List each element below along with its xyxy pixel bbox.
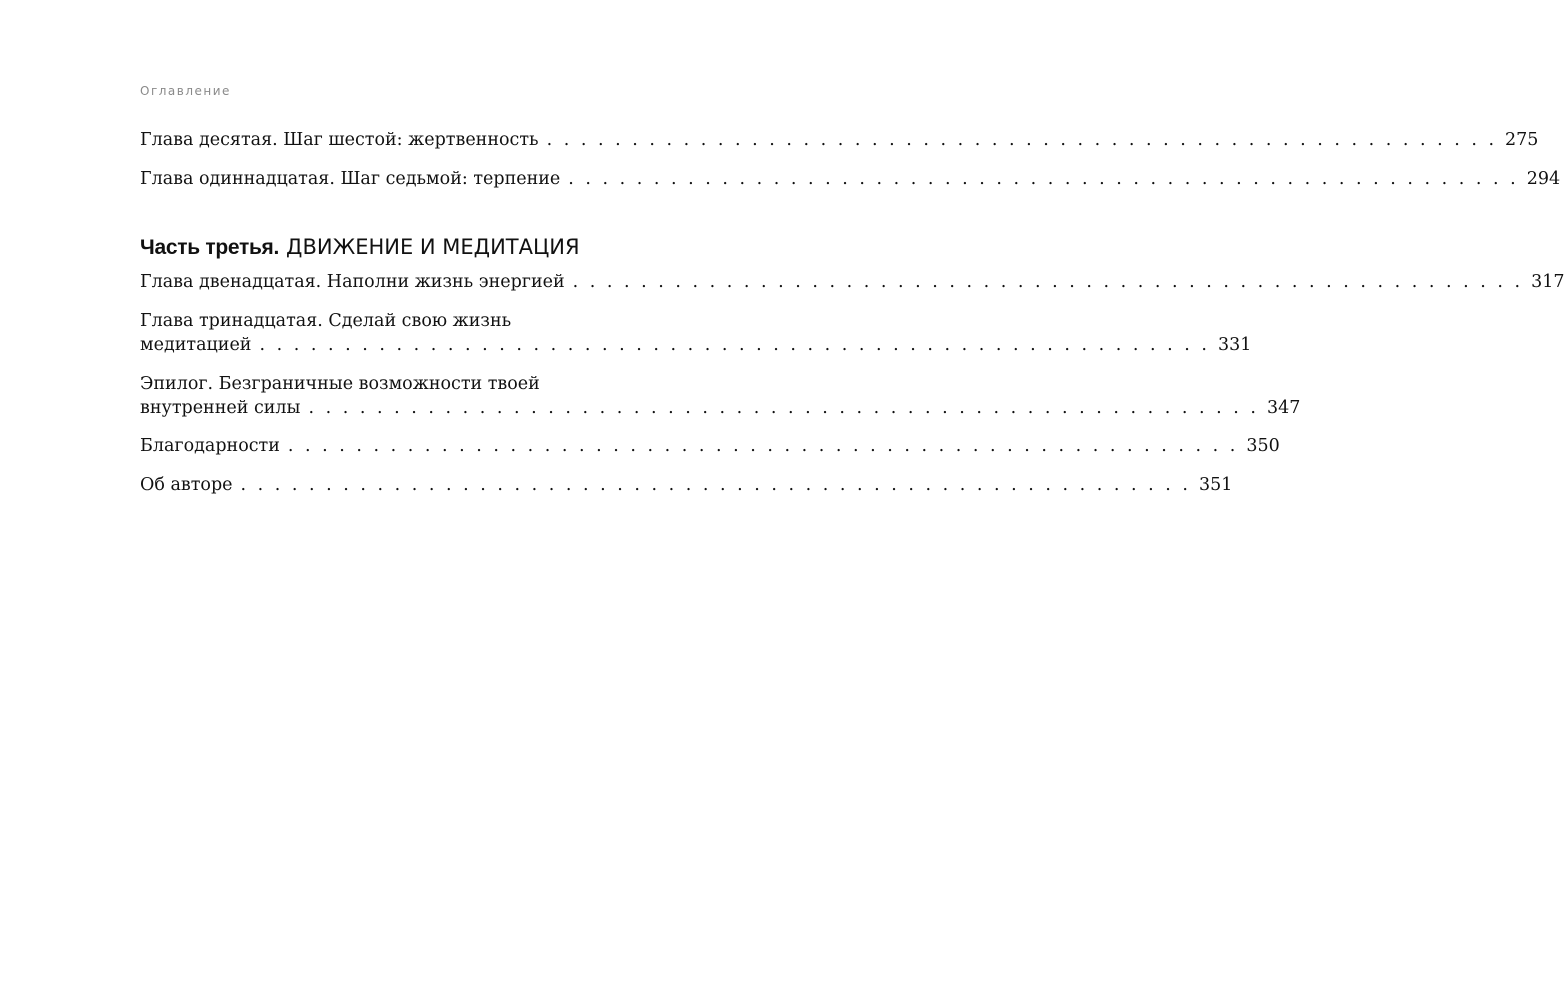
dot-leader: . . . . . . . . . . . . . . . . . . . . . . . . . . . . . . . . . . . . . . . . . . . . . . . . . . . . . . . .: [259, 335, 1210, 355]
toc-entry-title-line1: Глава тринадцатая. Сделай свою жизнь: [140, 311, 512, 331]
toc-entry-title: Об авторе: [140, 475, 233, 495]
toc-entry-title-line2: внутренней силы: [140, 398, 301, 418]
part-title: ДВИЖЕНИЕ И МЕДИТАЦИЯ: [286, 235, 580, 259]
toc-entry-page: 351: [1198, 475, 1233, 495]
part-heading: [140, 233, 580, 262]
dot-leader: . . . . . . . . . . . . . . . . . . . . . . . . . . . . . . . . . . . . . . . . . . . . . . . . . . . . . . . .: [572, 272, 1524, 292]
dot-leader: . . . . . . . . . . . . . . . . . . . . . . . . . . . . . . . . . . . . . . . . . . . . . . . . . . . . . . . .: [308, 398, 1259, 418]
running-head: Оглавление: [140, 84, 231, 98]
dot-leader: . . . . . . . . . . . . . . . . . . . . . . . . . . . . . . . . . . . . . . . . . . . . . . . . . . . . . . . .: [287, 436, 1239, 456]
toc-entry-chapter-13: [140, 309, 1252, 357]
toc-entry-title: Благодарности: [140, 436, 280, 456]
toc-entry-page: 275: [1505, 130, 1539, 150]
toc-entry-title: Глава десятая. Шаг шестой: жертвенность: [140, 130, 539, 150]
toc-entry-about-author: [140, 473, 1233, 497]
toc-entry-epilogue: [140, 372, 1301, 420]
toc-entry-chapter-12: [140, 270, 1565, 294]
toc-entry-page: 331: [1217, 335, 1252, 355]
toc-entry-title-line2: медитацией: [140, 335, 252, 355]
toc-entry-acknowledgements: [140, 434, 1280, 458]
toc-entry-page: 317: [1531, 272, 1565, 292]
toc-entry-chapter-11: [140, 167, 1561, 191]
dot-leader: . . . . . . . . . . . . . . . . . . . . . . . . . . . . . . . . . . . . . . . . . . . . . . . . . . . . . . . .: [546, 130, 1498, 150]
toc-entry-page: 350: [1246, 436, 1280, 456]
toc-entry-title-line1: Эпилог. Безграничные возможности твоей: [140, 374, 540, 394]
toc-entry-page: 294: [1526, 169, 1561, 189]
part-label: Часть третья.: [140, 236, 280, 259]
toc-entry-title: Глава двенадцатая. Наполни жизнь энергией: [140, 272, 565, 292]
dot-leader: . . . . . . . . . . . . . . . . . . . . . . . . . . . . . . . . . . . . . . . . . . . . . . . . . . . . . . . .: [568, 169, 1519, 189]
toc-entry-chapter-10: [140, 128, 1539, 152]
toc-entry-page: 347: [1266, 398, 1301, 418]
dot-leader: . . . . . . . . . . . . . . . . . . . . . . . . . . . . . . . . . . . . . . . . . . . . . . . . . . . . . . . .: [240, 475, 1191, 495]
toc-entry-title: Глава одиннадцатая. Шаг седьмой: терпение: [140, 169, 561, 189]
